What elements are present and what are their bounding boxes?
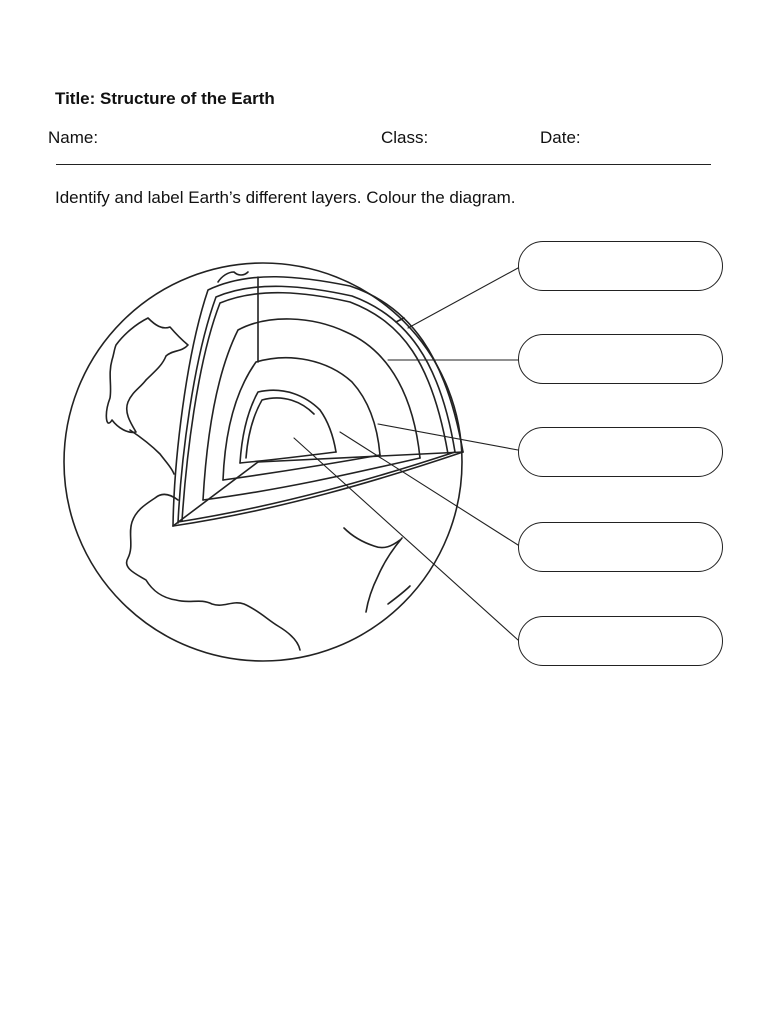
leader-line-4 [340, 432, 518, 545]
worksheet-title: Title: Structure of the Earth [55, 89, 275, 108]
label-box-layer-3[interactable] [518, 427, 723, 477]
continent-east [366, 538, 402, 612]
name-label: Name: [48, 128, 99, 147]
instruction-text: Identify and label Earth’s different layers. Colour the diagram. [55, 188, 516, 207]
label-box-outer-core[interactable] [518, 522, 723, 572]
label-box-mantle[interactable] [518, 334, 723, 384]
continent-east-coast [344, 528, 400, 548]
continent-north-coast [130, 430, 174, 474]
continent-north [106, 318, 188, 432]
inner-core-boundary [240, 390, 336, 463]
label-box-inner-core[interactable] [518, 616, 723, 666]
date-label: Date: [540, 128, 581, 147]
continent-east-island [388, 586, 410, 604]
label-box-crust[interactable] [518, 241, 723, 291]
leader-line-1 [408, 268, 518, 328]
leader-line-3 [378, 424, 518, 450]
class-label: Class: [381, 128, 429, 147]
